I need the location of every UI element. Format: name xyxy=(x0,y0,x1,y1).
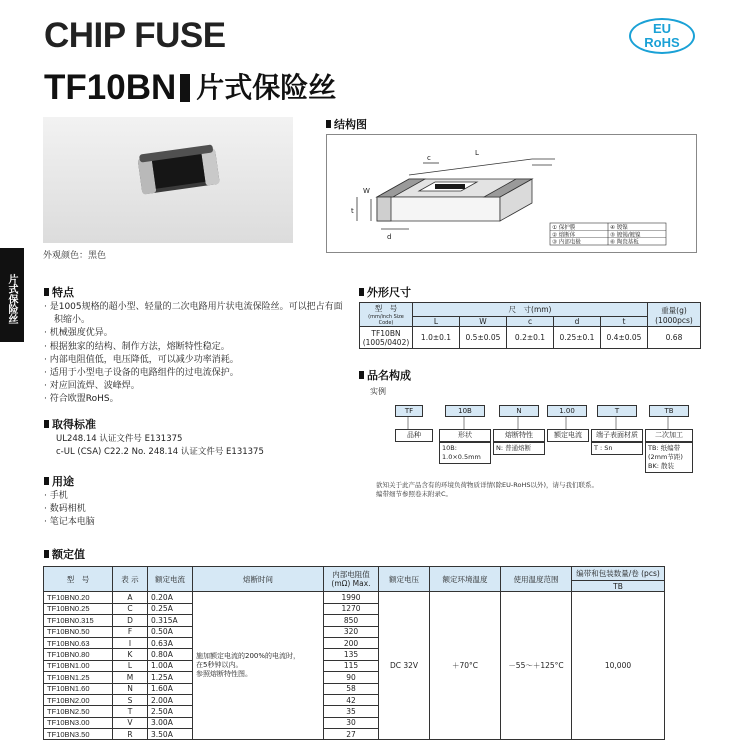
rated-col-current: 额定电流 xyxy=(148,567,193,592)
rated-col-fuse-time: 熔断时间 xyxy=(193,567,324,592)
category-title: CHIP FUSE xyxy=(44,16,226,55)
table-row: TF10BN1.60 N 1.60A 58 xyxy=(44,683,665,694)
appearance-color: 外观颜色：黑色 xyxy=(43,251,107,261)
legend-2: ② 熔断体 xyxy=(552,232,576,239)
table-row: TF10BN0.315 D 0.315A 850 xyxy=(44,615,665,626)
dim-val-weight: 0.68 xyxy=(648,327,701,349)
list-item: · 对应回流焊、波峰焊。 xyxy=(44,380,344,393)
rated-col-mark: 表 示 xyxy=(113,567,148,592)
legend-6: ⑥ 陶瓷基板 xyxy=(610,239,639,246)
table-row: TF10BN1.00 L 1.00A 115 xyxy=(44,660,665,671)
rated-col-voltage: 额定电压 xyxy=(379,567,430,592)
dimensions-table xyxy=(359,302,701,349)
eu-rohs-badge: EU RoHS xyxy=(629,18,695,54)
dim-col-weight: 重量(g) (1000pcs) xyxy=(648,303,701,327)
standards-heading: 取得标准 xyxy=(44,416,96,432)
label-fuse-char: 熔断特性 xyxy=(493,429,545,442)
legend-4: ④ 镀镍 xyxy=(610,225,628,231)
list-item: · 手机 xyxy=(44,490,95,503)
table-row: TF10BN1.25 M 1.25A 90 xyxy=(44,672,665,683)
table-row: TF10BN2.00 S 2.00A 42 xyxy=(44,694,665,705)
rated-col-packaging-tb: TB xyxy=(572,581,665,592)
chip-fuse-image xyxy=(43,117,293,243)
table-row: TF10BN3.50 R 3.50A 27 xyxy=(44,729,665,740)
standards-list xyxy=(56,433,264,459)
structure-diagram xyxy=(326,134,697,253)
dim-val-L: 1.0±0.1 xyxy=(413,327,460,349)
rated-table xyxy=(43,566,665,740)
side-tab: 片式保险丝 xyxy=(0,248,24,342)
model-name: TF10BN xyxy=(44,68,177,107)
features-list xyxy=(44,301,344,407)
code-box-10b: 10B xyxy=(445,405,485,417)
product-photo xyxy=(43,117,293,243)
uses-list xyxy=(44,490,95,529)
legend-5: ⑤ 镀锡/镀镍 xyxy=(610,232,641,239)
label-packaging: 二次加工 xyxy=(645,429,693,442)
dim-label-t: t xyxy=(351,207,354,215)
table-row: TF10BN0.25 C 0.25A 1270 xyxy=(44,603,665,614)
features-heading: 特点 xyxy=(44,284,74,300)
dim-label-c: c xyxy=(427,154,431,162)
dim-val-d: 0.25±0.1 xyxy=(554,327,601,349)
list-item: · 是1005规格的超小型、轻量的二次电路用片状电流保险丝。可以把占有面 xyxy=(44,301,344,314)
dim-val-t: 0.4±0.05 xyxy=(601,327,648,349)
dimensions-heading: 外形尺寸 xyxy=(359,284,411,300)
product-title xyxy=(44,66,336,108)
structure-heading: 结构图 xyxy=(326,116,367,132)
desc-fuse-char: N: 普通熔断 xyxy=(493,442,545,455)
rated-heading: 额定值 xyxy=(44,546,85,562)
label-terminal: 端子表面材质 xyxy=(591,429,643,442)
list-item: · 数码相机 xyxy=(44,503,95,516)
dim-sub-t: t xyxy=(601,316,648,326)
rated-col-model: 型 号 xyxy=(44,567,113,592)
dim-sub-d: d xyxy=(554,316,601,326)
dim-col-model: 型 号 (mm/inch Size Code) xyxy=(360,303,413,327)
dim-val-c: 0.2±0.1 xyxy=(507,327,554,349)
list-item: · 根据独家的结构、制作方法，熔断特性稳定。 xyxy=(44,341,344,354)
list-item: · 笔记本电脑 xyxy=(44,516,95,529)
table-row: TF10BN0.63 I 0.63A 200 xyxy=(44,637,665,648)
list-item: 积缩小。 xyxy=(54,315,91,326)
rated-col-resistance: 内部电阻值 (mΩ) Max. xyxy=(324,567,379,592)
rated-col-ambient: 额定环境温度 xyxy=(430,567,501,592)
desc-shape: 10B: 1.0×0.5mm xyxy=(439,442,491,464)
table-row: TF10BN2.50 T 2.50A 35 xyxy=(44,706,665,717)
legend-1: ① 保护膜 xyxy=(552,225,576,231)
standard-ul: UL248.14 认证文件号 E131375 xyxy=(56,434,183,444)
example-label: 实例 xyxy=(370,387,386,396)
label-type: 品种 xyxy=(395,429,433,442)
label-current: 额定电流 xyxy=(547,429,589,442)
title-bar xyxy=(180,74,190,102)
code-box-t: T xyxy=(597,405,637,417)
part-number-note: 欲知关于此产品含有的环境负荷物质详情(除EU-RoHS以外)，请与我们联系。 编带细节参照卷末附录C。 xyxy=(376,481,598,498)
dim-label-L: L xyxy=(475,149,479,157)
table-row: TF10BN0.80 K 0.80A 135 xyxy=(44,649,665,660)
list-item: · 机械强度优异。 xyxy=(44,327,344,340)
list-item: · 内部电阻值低，电压降低，可以减少功率消耗。 xyxy=(44,354,344,367)
rated-pack-qty: 10,000 xyxy=(572,592,665,740)
model-name-cn: 片式保险丝 xyxy=(196,71,337,104)
part-number-diagram xyxy=(395,405,692,481)
table-row: TF10BN0.50 F 0.50A 320 xyxy=(44,626,665,637)
table-row: TF10BN3.00 V 3.00A 30 xyxy=(44,717,665,728)
standard-cul: c-UL (CSA) C22.2 No. 248.14 认证文件号 E131375 xyxy=(56,447,264,457)
list-item: · 符合欧盟RoHS。 xyxy=(44,393,344,406)
label-shape: 形状 xyxy=(439,429,491,442)
code-box-tb: TB xyxy=(649,405,689,417)
code-box-current: 1.00 xyxy=(547,405,587,417)
rated-ambient: ＋70°C xyxy=(430,592,501,740)
dim-col-size: 尺 寸(mm) xyxy=(413,303,648,317)
legend-3: ③ 内部电极 xyxy=(552,239,581,246)
dim-label-d: d xyxy=(387,233,392,241)
dim-label-W: W xyxy=(363,187,370,195)
rated-col-packaging: 编带和包装数量/卷 (pcs) xyxy=(572,567,665,581)
dim-row-model: TF10BN (1005/0402) xyxy=(360,327,413,349)
table-row: TF10BN0.20 A 0.20A 施加额定电流的200%的电流时， 在5秒钟以内。 参照熔断特性图。 1990 DC 32V ＋70°C －55～＋125°C 10,000 xyxy=(44,592,665,603)
uses-heading: 用途 xyxy=(44,473,74,489)
desc-packaging: TB: 纸编带 (2mm节距) BK: 散装 xyxy=(645,442,693,473)
rated-fuse-time: 施加额定电流的200%的电流时， 在5秒钟以内。 参照熔断特性图。 xyxy=(193,592,324,740)
dim-sub-W: W xyxy=(460,316,507,326)
code-box-n: N xyxy=(499,405,539,417)
rated-col-op-range: 使用温度范围 xyxy=(501,567,572,592)
dim-sub-c: c xyxy=(507,316,554,326)
dim-val-W: 0.5±0.05 xyxy=(460,327,507,349)
dim-sub-L: L xyxy=(413,316,460,326)
rated-op-range: －55～＋125°C xyxy=(501,592,572,740)
desc-terminal: T : Sn xyxy=(591,442,643,455)
list-item: · 适用于小型电子设备的电路组件的过电流保护。 xyxy=(44,367,344,380)
rated-voltage: DC 32V xyxy=(379,592,430,740)
code-box-tf: TF xyxy=(395,405,423,417)
part-number-heading: 品名构成 xyxy=(359,367,411,383)
